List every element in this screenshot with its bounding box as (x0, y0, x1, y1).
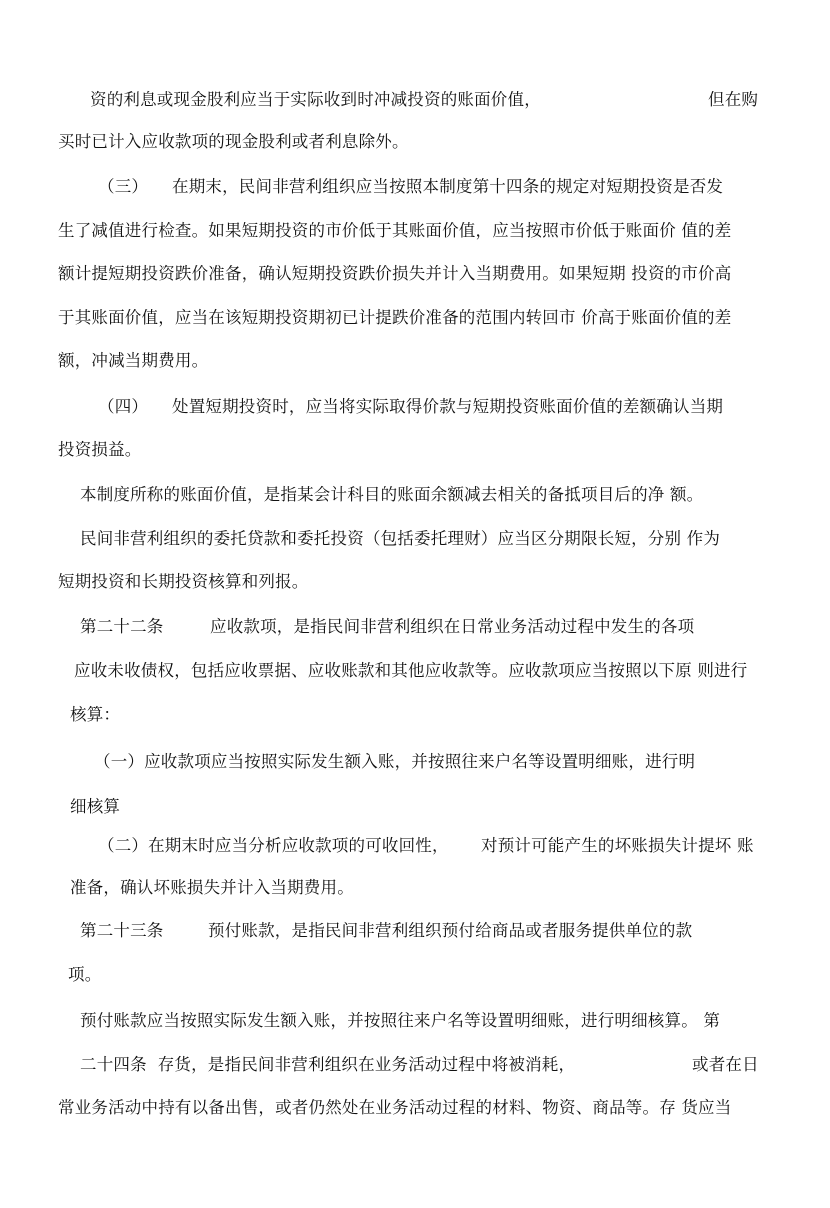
text-segment: 额，冲减当期费用。 (58, 351, 209, 370)
text-line (0, 787, 830, 827)
text-line (0, 387, 830, 427)
text-segment: 买时已计入应收款项的现金股利或者利息除外。 (58, 132, 409, 151)
text-line (0, 167, 830, 207)
text-line (0, 562, 830, 602)
text-line (0, 651, 830, 691)
text-segment: 应收未收债权，包括应收票据、应收账款和其他应收款等。应收款项应当按照以下原 则进行 (74, 661, 748, 680)
text-segment: 或者在日 (692, 1055, 759, 1074)
text-segment: 预付账款，是指民间非营利组织预付给商品或者服务提供单位的款 (208, 921, 693, 940)
text-line (0, 695, 830, 735)
text-segment: （二）在期末时应当分析应收款项的可收回性， (98, 836, 449, 855)
text-segment: 准备，确认坏账损失并计入当期费用。 (70, 878, 354, 897)
text-line (0, 122, 830, 162)
text-line (0, 742, 830, 782)
text-segment: 处置短期投资时，应当将实际取得价款与短期投资账面价值的差额确认当期 (172, 397, 724, 416)
text-line (0, 298, 830, 338)
text-segment: 额计提短期投资跌价准备，确认短期投资跌价损失并计入当期费用。如果短期 投资的市价高 (58, 264, 732, 283)
text-segment: 核算： (70, 705, 121, 724)
text-segment: 本制度所称的账面价值，是指某会计科目的账面余额减去相关的备抵项目后的净 额。 (80, 485, 704, 504)
text-segment: 第二十二条 (80, 617, 164, 636)
text-segment: 短期投资和长期投资核算和列报。 (58, 572, 309, 591)
text-line (0, 254, 830, 294)
text-line (0, 341, 830, 381)
text-line (0, 1088, 830, 1128)
text-line (0, 519, 830, 559)
text-segment: （一）应收款项应当按照实际发生额入账，并按照往来户名等设置明细账，进行明 (94, 752, 696, 771)
text-segment: （三） (98, 177, 149, 196)
text-segment: 于其账面价值，应当在该短期投资期初已计提跌价准备的范围内转回市 价高于账面价值的差 (58, 308, 732, 327)
text-line (0, 1045, 830, 1085)
text-line (0, 868, 830, 908)
text-line (0, 211, 830, 251)
text-segment: 细核算 (70, 797, 121, 816)
text-segment: 但在购 (708, 90, 759, 109)
text-line (0, 955, 830, 995)
text-line (0, 911, 830, 951)
text-line (0, 607, 830, 647)
watermark: ​ (204, 348, 296, 440)
text-segment: 应收款项，是指民间非营利组织在日常业务活动过程中发生的各项 (210, 617, 695, 636)
text-segment: （四） (98, 397, 149, 416)
text-segment: 生了减值进行检查。如果短期投资的市价低于其账面价值，应当按照市价低于账面价 值的差 (58, 221, 732, 240)
text-segment: 二十四条 存货，是指民间非营利组织在业务活动过程中将被消耗， (80, 1055, 576, 1074)
text-line (0, 80, 830, 120)
text-line (0, 430, 830, 470)
text-segment: 民间非营利组织的委托贷款和委托投资（包括委托理财）应当区分期限长短，分别 作为 (80, 529, 721, 548)
text-segment: 项。 (68, 965, 102, 984)
text-line (0, 475, 830, 515)
text-segment: 预付账款应当按照实际发生额入账，并按照往来户名等设置明细账，进行明细核算。 第 (80, 1011, 721, 1030)
text-line (0, 1001, 830, 1041)
text-segment: 对预计可能产生的坏账损失计提坏 账 (481, 836, 754, 855)
text-segment: 常业务活动中持有以备出售，或者仍然处在业务活动过程的材料、物资、商品等。存 货应当 (58, 1098, 732, 1117)
text-segment: 在期末，民间非营利组织应当按照本制度第十四条的规定对短期投资是否发 (172, 177, 724, 196)
text-segment: 第二十三条 (80, 921, 164, 940)
text-segment: 投资损益。 (58, 440, 142, 459)
text-segment: 资的利息或现金股利应当于实际收到时冲减投资的账面价值， (90, 90, 541, 109)
text-line (0, 826, 830, 866)
